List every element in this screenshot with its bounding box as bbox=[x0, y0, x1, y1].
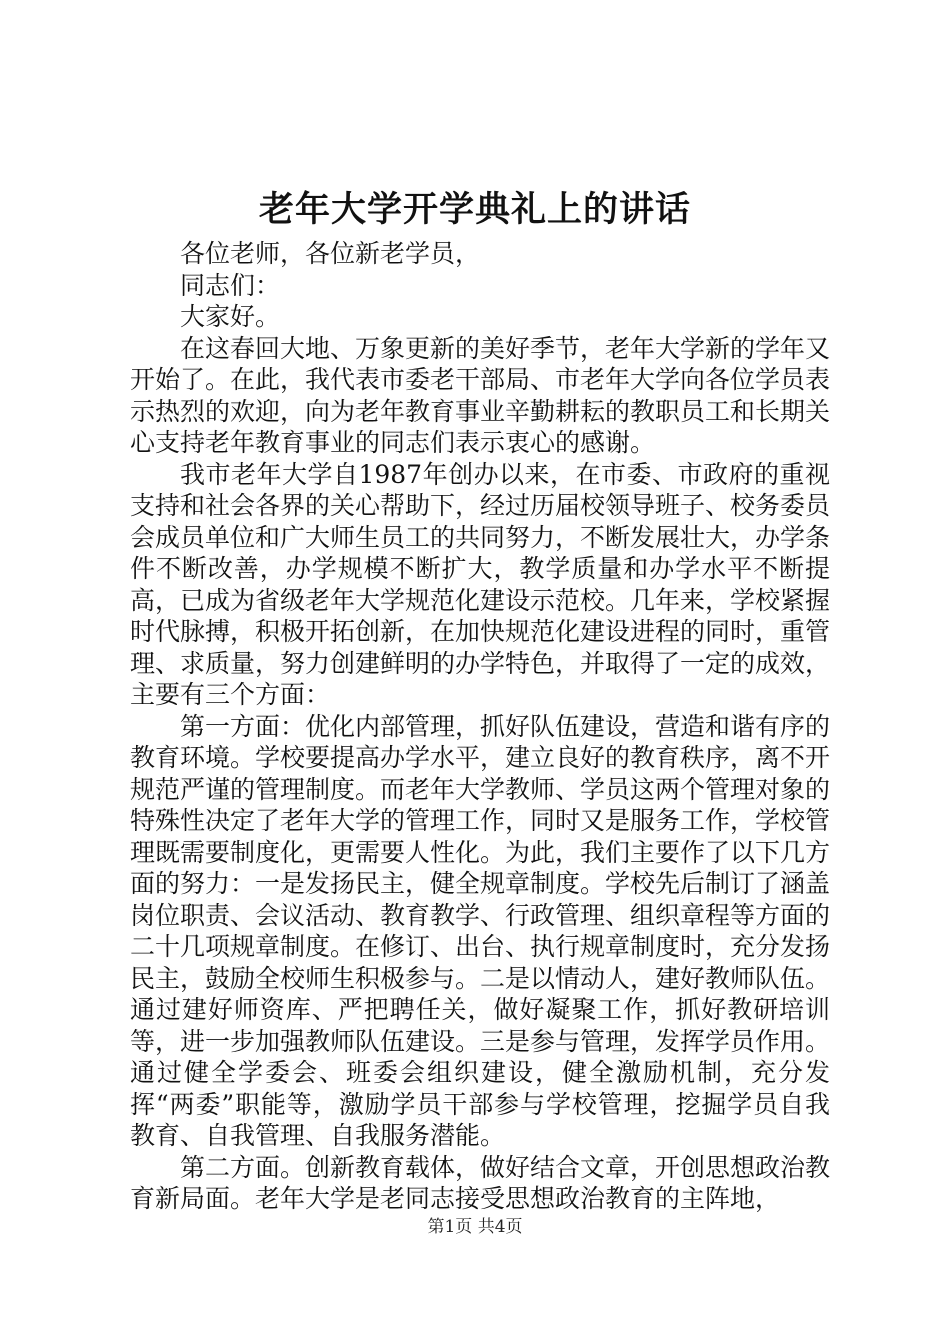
page-number-footer: 第1页 共4页 bbox=[427, 1217, 523, 1237]
document-body bbox=[130, 238, 830, 1215]
body-paragraph: 第一方面：优化内部管理，抓好队伍建设，营造和谐有序的教育环境。学校要提高办学水平，建立良好的教育秩序，离不开规范严谨的管理制度。而老年大学教师、学员这两个管理对象的特殊性决定了老年大学的管理工作，同时又是服务工作，学校管理既需要制度化，更需要人性化。为此，我们主要作了以下几方面的努力：一是发扬民主，健全规章制度。学校先后制订了涵盖岗位职责、会议活动、教育教学、行政管理、组织章程等方面的二十几项规章制度。在修订、出台、执行规章制度时，充分发扬民主，鼓励全校师生积极参与。二是以情动人，建好教师队伍。通过建好师资库、严把聘任关，做好凝聚工作，抓好教研培训等，进一步加强教师队伍建设。三是参与管理，发挥学员作用。通过健全学委会、班委会组织建设，健全激励机制，充分发挥“两委”职能等，激励学员干部参与学校管理，挖掘学员自我教育、自我管理、自我服务潜能。 bbox=[130, 711, 831, 1150]
greeting-line: 大家好。 bbox=[180, 302, 281, 331]
salutation-line: 各位老师，各位新老学员， bbox=[180, 239, 481, 268]
document-title: 老年大学开学典礼上的讲话 bbox=[258, 189, 691, 230]
body-paragraph: 我市老年大学自1987年创办以来，在市委、市政府的重视支持和社会各界的关心帮助下，经过历届校领导班子、校务委员会成员单位和广大师生员工的共同努力，不断发展壮大，办学条件不断改善，办学规模不断扩大，教学质量和办学水平不断提高，已成为省级老年大学规范化建设示范校。几年来，学校紧握时代脉搏，积极开拓创新，在加快规范化建设进程的同时，重管理、求质量，努力创建鲜明的办学特色，并取得了一定的成效，主要有三个方面： bbox=[130, 459, 831, 709]
body-paragraph: 在这春回大地、万象更新的美好季节，老年大学新的学年又开始了。在此，我代表市委老干部局、市老年大学向各位学员表示热烈的欢迎，向为老年教育事业辛勤耕耘的教职员工和长期关心支持老年教育事业的同志们表示衷心的感谢。 bbox=[130, 333, 831, 457]
salutation-line: 同志们： bbox=[180, 270, 281, 300]
body-paragraph: 第二方面。创新教育载体，做好结合文章，开创思想政治教育新局面。老年大学是老同志接受思想政治教育的主阵地， bbox=[130, 1152, 831, 1213]
